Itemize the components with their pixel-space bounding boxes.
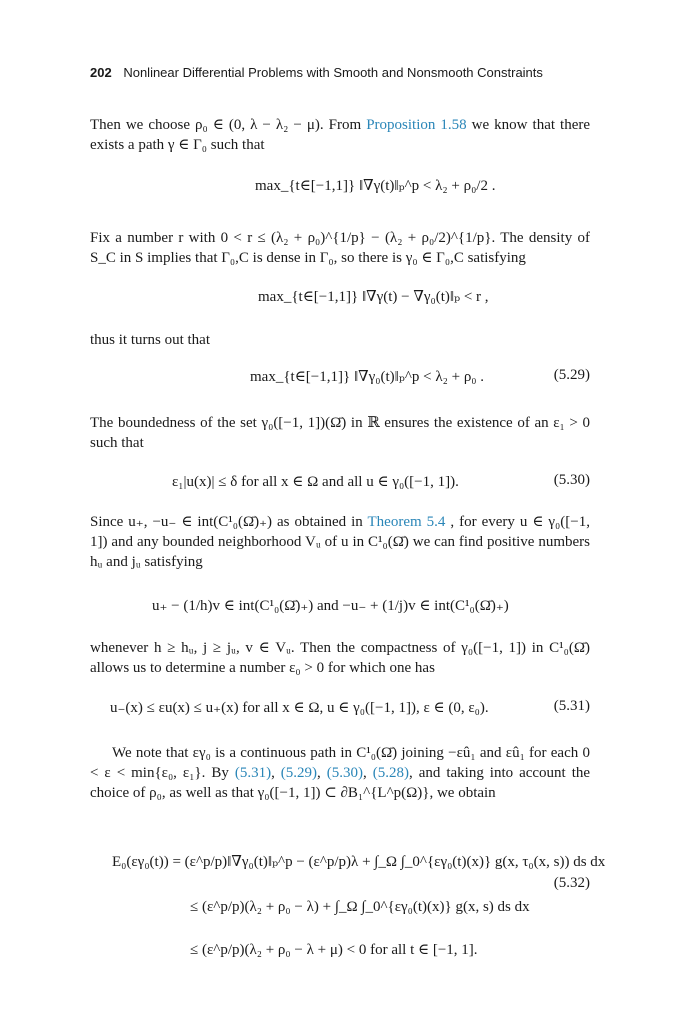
paragraph-3: [90, 330, 590, 350]
equation-5-31: [110, 698, 489, 718]
equation-number-5-29: (5.29): [553, 367, 590, 383]
paragraph-7-text-b: , and taking into account the choice of ρ₀, as well as that γ₀([−1, 1]) ⊂ ∂B₁^{L^p(Ω)}, we obtain: [90, 765, 591, 801]
equation-interior-condition: [152, 596, 509, 616]
running-title: Nonlinear Differential Problems with Smooth and Nonsmooth Constraints: [123, 65, 543, 80]
equation-5-30-text: ε₁|u(x)| ≤ δ for all x ∈ Ω and all u ∈ γ₀([−1, 1]).: [172, 474, 459, 490]
equation-5-32-line-3-text: ≤ (ε^p/p)(λ₂ + ρ₀ − λ + μ) < 0 for all t ∈ [−1, 1].: [190, 942, 478, 958]
paragraph-4: [90, 413, 590, 453]
paragraph-1-text-a: Then we choose ρ₀ ∈ (0, λ − λ₂ − μ). From: [90, 117, 362, 133]
paragraph-4-text: The boundedness of the set γ₀([−1, 1])(Ω̄) in ℝ ensures the existence of an ε₁ > 0 such that: [90, 415, 590, 451]
paragraph-6-text: whenever h ≥ hᵤ, j ≥ jᵤ, v ∈ Vᵤ. Then the compactness of γ₀([−1, 1]) in C¹₀(Ω̄) allows us to determine a number ε₀ > 0 for which one has: [90, 640, 590, 676]
link-proposition-1-58[interactable]: Proposition 1.58: [366, 117, 467, 133]
paragraph-1-text-b: we know that there exists a path γ ∈ Γ₀ such that: [90, 117, 591, 153]
paragraph-5-text-b: , for every u ∈ γ₀([−1, 1]) and any bounded neighborhood Vᵤ of u in C¹₀(Ω̄) we can find positive numbers hᵤ and jᵤ satisfying: [90, 514, 590, 570]
equation-max-gamma-text: max_{t∈[−1,1]} ‖∇γ(t)‖ₚ^p < λ₂ + ρ₀/2 .: [255, 178, 496, 194]
link-theorem-5-4[interactable]: Theorem 5.4: [367, 514, 446, 530]
equation-max-gamma-difference-text: max_{t∈[−1,1]} ‖∇γ(t) − ∇γ₀(t)‖ₚ < r ,: [258, 289, 489, 305]
equation-5-32-line-1: [112, 852, 605, 872]
equation-max-gamma-difference: [258, 287, 489, 307]
link-eq-5-28[interactable]: (5.28): [372, 765, 409, 781]
equation-5-31-text: u₋(x) ≤ εu(x) ≤ u₊(x) for all x ∈ Ω, u ∈ γ₀([−1, 1]), ε ∈ (0, ε₀).: [110, 700, 489, 716]
equation-5-32-line-1-text: E₀(εγ₀(t)) = (ε^p/p)‖∇γ₀(t)‖ₚ^p − (ε^p/p)λ + ∫_Ω ∫_0^{εγ₀(t)(x)} g(x, τ₀(x, s)) ds dx: [112, 854, 606, 870]
equation-interior-condition-text: u₊ − (1/h)v ∈ int(C¹₀(Ω̄)₊) and −u₋ + (1/j)v ∈ int(C¹₀(Ω̄)₊): [152, 598, 509, 614]
equation-number-5-32: (5.32): [553, 875, 590, 891]
page-number: 202: [90, 65, 112, 80]
paragraph-7: We note that εγ₀ is a continuous path in C¹₀(Ω̄) joining −εû₁ and εû₁ for each 0 < ε < min{ε₀, ε₁}. By (5.31), (5.29), (5.30), (5.28), and taking into account the choice of ρ₀, as well as that γ₀([−1, 1]) ⊂ ∂B₁^{L^p(Ω)}, we obtain: [90, 745, 591, 801]
equation-5-32-line-2: [190, 897, 530, 917]
paragraph-5-text-a: Since u₊, −u₋ ∈ int(C¹₀(Ω̄)₊) as obtained in: [90, 514, 363, 530]
equation-5-32-line-2-text: ≤ (ε^p/p)(λ₂ + ρ₀ − λ) + ∫_Ω ∫_0^{εγ₀(t)(x)} g(x, s) ds dx: [190, 899, 530, 915]
paragraph-7-text-a: We note that εγ₀ is a continuous path in C¹₀(Ω̄) joining −εû₁ and εû₁ for each 0 < ε < min{ε₀, ε₁}. By: [90, 745, 590, 781]
paragraph-6: [90, 638, 590, 678]
paragraph-2-text: Fix a number r with 0 < r ≤ (λ₂ + ρ₀)^{1/p} − (λ₂ + ρ₀/2)^{1/p}. The density of S_C in S implies that Γ₀,C is dense in Γ₀, so there is γ₀ ∈ Γ₀,C satisfying: [90, 230, 590, 266]
equation-5-29-text: max_{t∈[−1,1]} ‖∇γ₀(t)‖ₚ^p < λ₂ + ρ₀ .: [250, 369, 485, 385]
equation-5-32-line-3: [190, 940, 478, 960]
link-eq-5-31[interactable]: (5.31): [234, 765, 272, 781]
paragraph-5: [90, 512, 590, 572]
link-eq-5-29[interactable]: (5.29): [280, 765, 318, 781]
equation-5-30: [172, 472, 459, 492]
equation-number-5-31: (5.31): [553, 698, 590, 714]
paragraph-3-text: thus it turns out that: [90, 332, 210, 348]
paragraph-2: [90, 228, 590, 268]
link-eq-5-30[interactable]: (5.30): [326, 765, 364, 781]
running-header: [90, 65, 590, 80]
equation-number-5-30: (5.30): [553, 472, 590, 488]
equation-5-29: [250, 367, 484, 387]
equation-max-gamma: [255, 176, 495, 196]
paragraph-1: [90, 115, 590, 155]
